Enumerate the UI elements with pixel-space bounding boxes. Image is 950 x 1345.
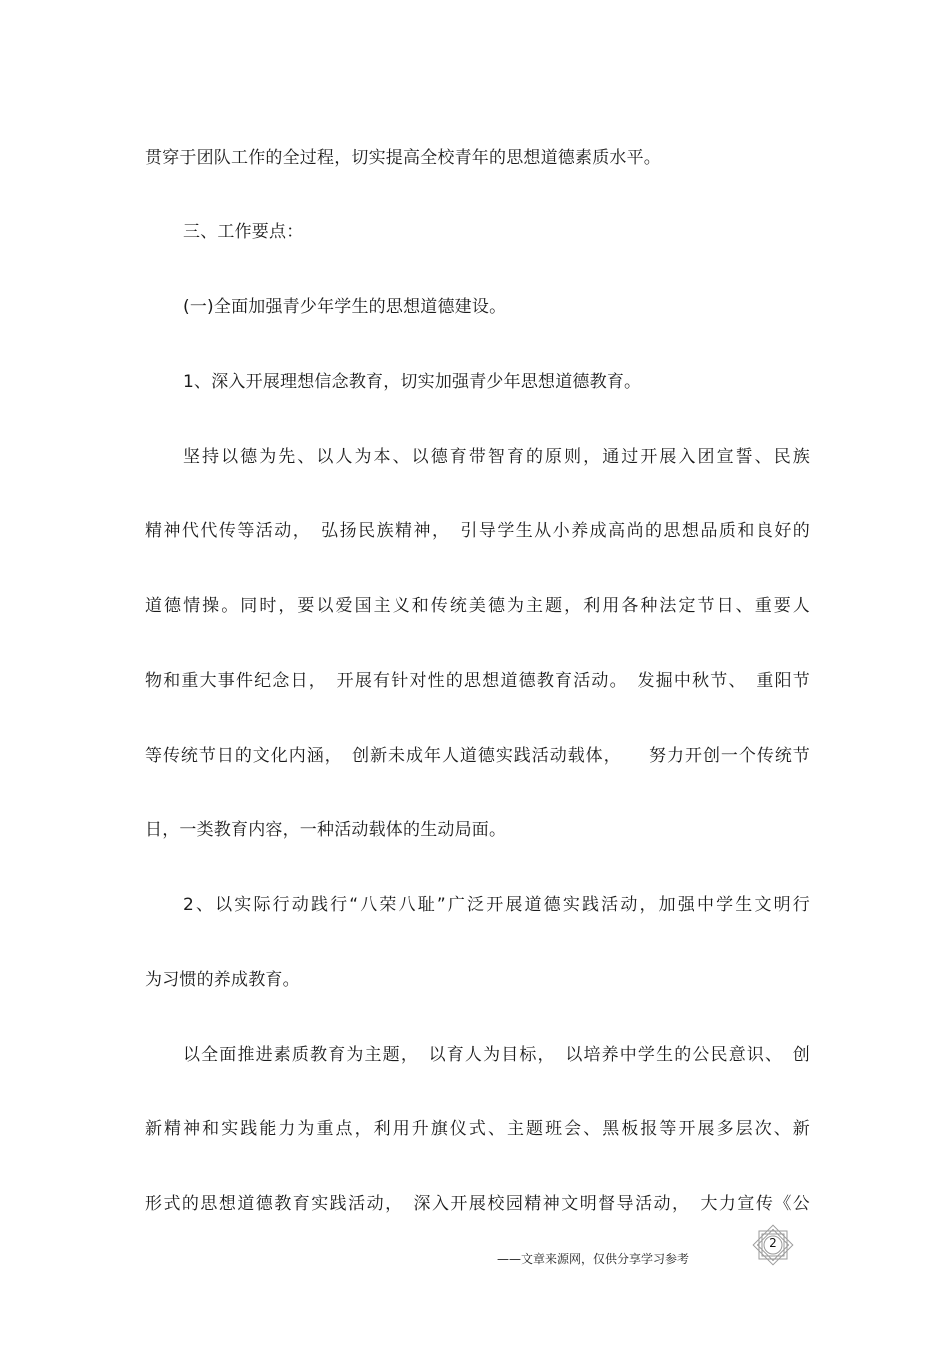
item-heading: 2、以实际行动践行“八荣八耻”广泛开展道德实践活动，加强中学生文明行 xyxy=(183,895,810,915)
text-line: 贯穿于团队工作的全过程，切实提高全校青年的思想道德素质水平。 xyxy=(145,148,661,168)
text-line: 以全面推进素质教育为主题， 以育人为目标， 以培养中学生的公民意识、 创 xyxy=(183,1045,810,1065)
text-line: 物和重大事件纪念日， 开展有针对性的思想道德教育活动。 发掘中秋节、 重阳节 xyxy=(145,671,810,691)
text-line: 道德情操。同时，要以爱国主义和传统美德为主题，利用各种法定节日、重要人 xyxy=(145,596,810,616)
page-number-badge xyxy=(750,1222,796,1268)
text-line: 形式的思想道德教育实践活动， 深入开展校园精神文明督导活动， 大力宣传《公 xyxy=(145,1194,810,1214)
text-line: 精神代代传等活动， 弘扬民族精神， 引导学生从小养成高尚的思想品质和良好的 xyxy=(145,521,810,541)
page-number: 2 xyxy=(769,1236,777,1250)
text-line: 新精神和实践能力为重点，利用升旗仪式、主题班会、黑板报等开展多层次、新 xyxy=(145,1119,810,1139)
text-line: 等传统节日的文化内涵， 创新未成年人道德实践活动载体， 努力开创一个传统节 xyxy=(145,746,810,766)
item-heading: 1、深入开展理想信念教育，切实加强青少年思想道德教育。 xyxy=(183,372,642,392)
section-heading: 三、工作要点： xyxy=(183,222,304,242)
text-line: 日，一类教育内容，一种活动载体的生动局面。 xyxy=(145,820,507,840)
subsection-heading: (一)全面加强青少年学生的思想道德建设。 xyxy=(183,297,507,317)
text-line: 为习惯的养成教育。 xyxy=(145,970,300,990)
text-line: 坚持以德为先、以人为本、以德育带智育的原则，通过开展入团宣誓、民族 xyxy=(183,447,810,467)
footer-source-note: ——文章来源网，仅供分享学习参考 xyxy=(497,1252,690,1266)
